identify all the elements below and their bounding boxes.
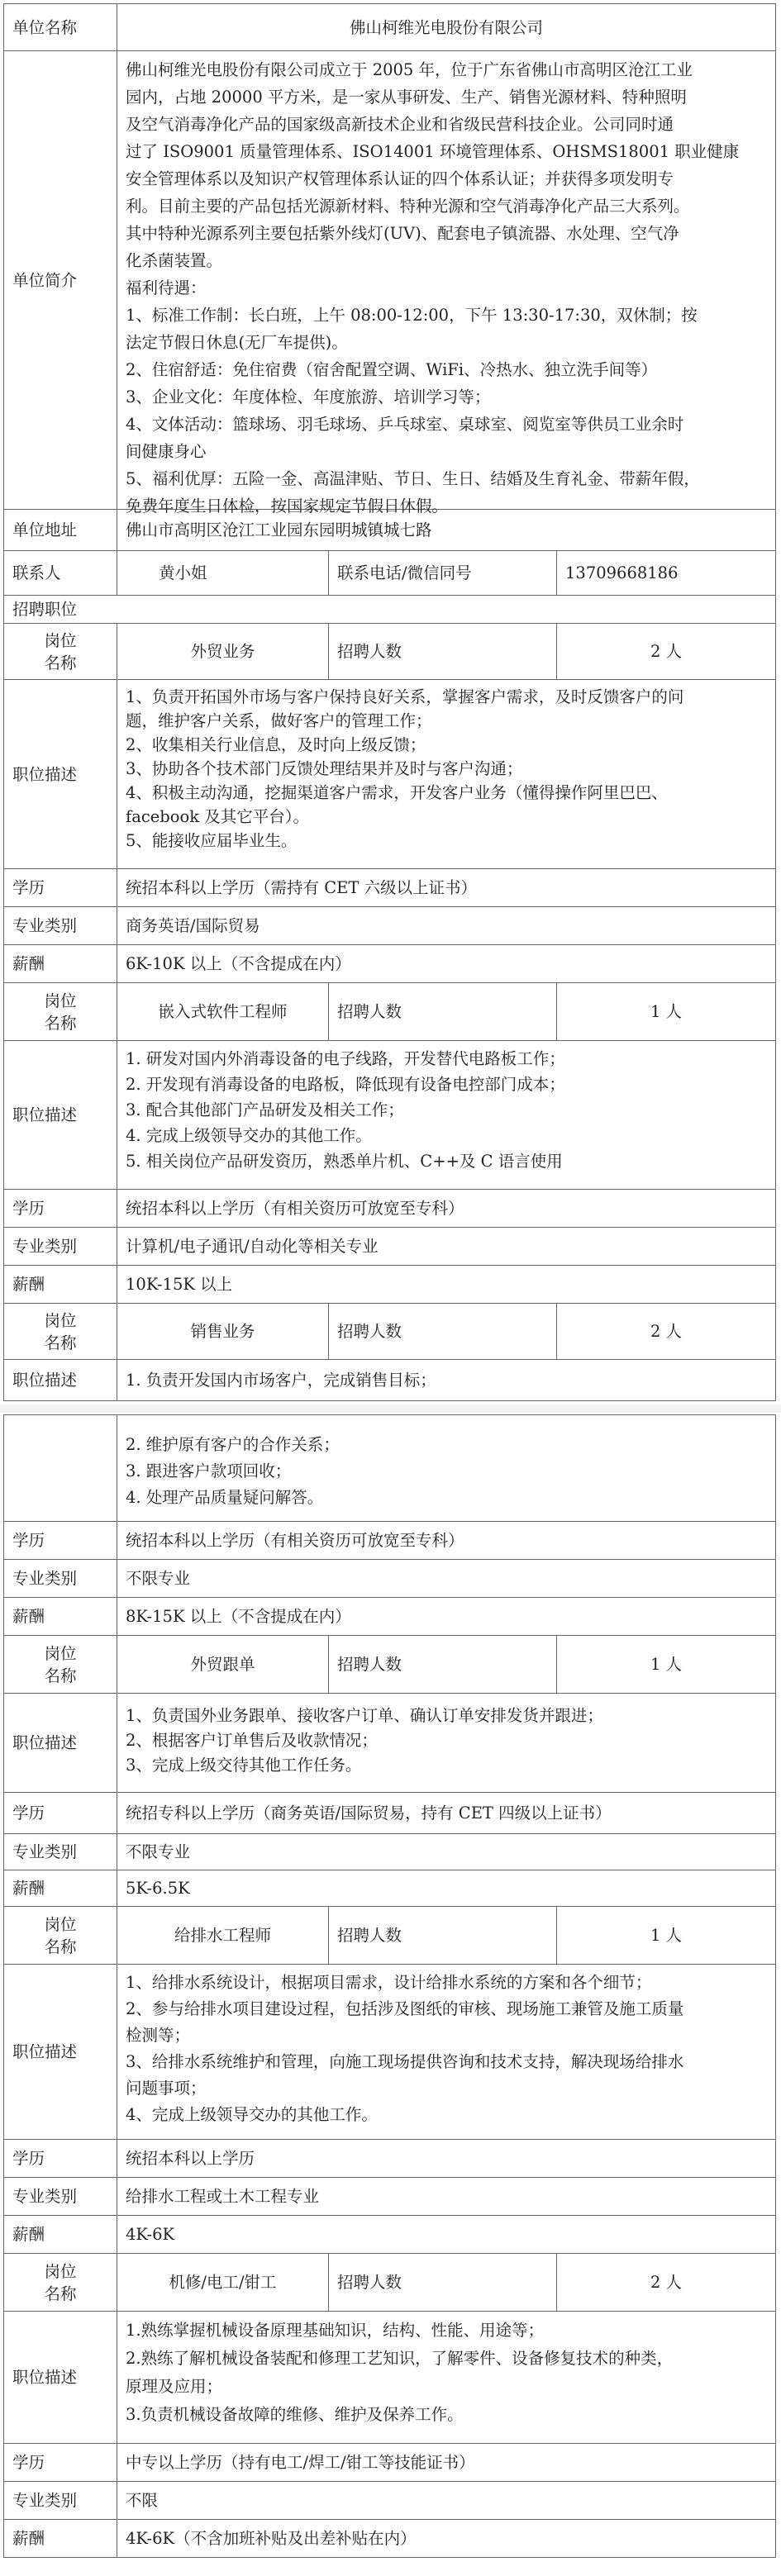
job-title-row	[3, 1304, 776, 1360]
desc-label: 职位描述	[12, 1371, 78, 1390]
job-salary-row	[3, 945, 776, 983]
page-one	[3, 3, 776, 1401]
job-desc	[117, 2312, 775, 2443]
job-count: 2 人	[556, 624, 775, 679]
job-desc: 1. 负责开发国内市场客户，完成销售目标；	[117, 1360, 775, 1400]
intro-text	[117, 51, 775, 516]
job-desc-row	[3, 1694, 776, 1793]
job-salary-row	[3, 1266, 776, 1304]
job-count: 1 人	[556, 983, 775, 1040]
job-salary: 4K-6K	[117, 2216, 775, 2253]
desc-line: 问题事项；	[126, 2079, 207, 2098]
job-edu-row	[3, 869, 776, 907]
desc-line: 4. 完成上级领导交办的其他工作。	[126, 1126, 372, 1145]
count-label: 招聘人数	[328, 1636, 556, 1693]
phone-label: 联系电话/微信同号	[328, 551, 556, 595]
major-label: 专业类别	[12, 1842, 78, 1861]
job-desc	[117, 1694, 775, 1792]
intro-line: 其中特种光源系列主要包括紫外线灯(UV)、配套电子镇流器、水处理、空气净	[126, 224, 679, 243]
job-major: 商务英语/国际贸易	[117, 907, 775, 944]
desc-line: 检测等；	[126, 2026, 191, 2045]
position-label: 岗位 名称	[44, 630, 77, 673]
desc-line: 3、完成上级交待其他工作任务。	[126, 1756, 362, 1775]
job-major-row	[3, 2178, 776, 2216]
desc-label-empty	[4, 1415, 117, 1521]
intro-line: 5、福利优厚：五险一金、高温津贴、节日、生日、结婚及生育礼金、带薪年假，	[126, 469, 700, 488]
job-salary: 6K-10K 以上（不含提成在内）	[117, 945, 775, 982]
job-title-row	[3, 1636, 776, 1694]
job-desc-continued-row	[3, 1414, 776, 1522]
job-title: 嵌入式软件工程师	[117, 983, 328, 1040]
job-edu-row	[3, 1190, 776, 1228]
desc-label: 职位描述	[12, 764, 78, 784]
edu-label: 学历	[12, 878, 45, 897]
desc-label: 职位描述	[12, 2368, 78, 2387]
edu-label: 学历	[12, 2453, 45, 2472]
job-edu: 中专以上学历（持有电工/焊工/钳工等技能证书）	[117, 2444, 775, 2481]
intro-line: 福利待遇：	[126, 278, 207, 297]
job-edu-row	[3, 1522, 776, 1560]
position-label: 岗位 名称	[44, 2261, 77, 2303]
page-two	[3, 1414, 776, 2558]
desc-line: 4、积极主动沟通，挖掘渠道客户需求，开发客户业务（懂得操作阿里巴巴、	[126, 783, 668, 802]
count-label: 招聘人数	[328, 1304, 556, 1359]
position-label: 岗位 名称	[44, 991, 77, 1033]
job-major-row	[3, 907, 776, 945]
desc-line: 4、完成上级领导交办的其他工作。	[126, 2105, 378, 2124]
desc-line: 2. 开发现有消毒设备的电路板，降低现有设备电控部门成本；	[126, 1075, 565, 1094]
job-count: 2 人	[556, 2254, 775, 2311]
major-label: 专业类别	[12, 1237, 78, 1256]
job-major-row	[3, 1834, 776, 1870]
desc-line: 2、收集相关行业信息，及时向上级反馈；	[126, 735, 426, 754]
desc-line: 3、协助各个技术部门反馈处理结果并及时与客户沟通；	[126, 759, 523, 778]
job-edu: 统招本科以上学历	[117, 2140, 775, 2177]
job-major-row	[3, 2482, 776, 2520]
phone-value: 13709668186	[556, 551, 775, 595]
major-label: 专业类别	[12, 1569, 78, 1588]
desc-line: 1. 研发对国内外消毒设备的电子线路，开发替代电路板工作；	[126, 1049, 565, 1068]
address-value: 佛山市高明区沧江工业园东园明城镇城七路	[117, 510, 775, 550]
desc-label: 职位描述	[12, 1733, 78, 1752]
job-title: 外贸业务	[117, 624, 328, 679]
job-title: 给排水工程师	[117, 1907, 328, 1964]
job-edu: 统招专科以上学历（商务英语/国际贸易，持有 CET 四级以上证书）	[117, 1793, 775, 1833]
jobs-header: 招聘职位	[12, 600, 78, 619]
intro-line: 利。目前主要的产品包括光源新材料、特种光源和空气消毒净化产品三大系列。	[126, 197, 690, 216]
job-desc-row	[3, 1041, 776, 1190]
desc-line: 3.负责机械设备故障的维修、维护及保养工作。	[126, 2405, 464, 2424]
position-label: 岗位 名称	[44, 1310, 77, 1352]
edu-label: 学历	[12, 1199, 45, 1218]
major-label: 专业类别	[12, 2491, 78, 2510]
job-edu-row	[3, 1793, 776, 1834]
job-salary: 5K-6.5K	[117, 1870, 775, 1906]
intro-line: 过了 ISO9001 质量管理体系、ISO14001 环境管理体系、OHSMS18001 职业健康	[126, 142, 740, 161]
job-salary: 10K-15K 以上	[117, 1266, 775, 1303]
desc-line: 1、负责开拓国外市场与客户保持良好关系，掌握客户需求，及时反馈客户的问	[126, 687, 684, 706]
company-label: 单位名称	[12, 17, 78, 37]
desc-line: 1.熟练掌握机械设备原理基础知识，结构、性能、用途等；	[126, 2321, 545, 2340]
intro-line: 免费年度生日体检，按国家规定节假日休假。	[126, 497, 449, 516]
salary-label: 薪酬	[12, 1879, 45, 1898]
count-label: 招聘人数	[328, 1907, 556, 1964]
edu-label: 学历	[12, 2149, 45, 2168]
job-edu: 统招本科以上学历（需持有 CET 六级以上证书）	[117, 869, 775, 906]
salary-label: 薪酬	[12, 2225, 45, 2244]
intro-line: 4、文体活动：篮球场、羽毛球场、乒乓球室、桌球室、阅览室等供员工业余时	[126, 415, 684, 434]
job-title-row	[3, 983, 776, 1041]
intro-line: 安全管理体系以及知识产权管理体系认证的四个体系认证；并获得多项发明专	[126, 169, 674, 188]
count-label: 招聘人数	[328, 624, 556, 679]
major-label: 专业类别	[12, 916, 78, 935]
desc-line: 2.熟练了解机械设备装配和修理工艺知识，了解零件、设备修复技术的种类，	[126, 2349, 674, 2368]
desc-line: 5. 相关岗位产品研发资历，熟悉单片机、C++及 C 语言使用	[126, 1152, 563, 1171]
contact-label: 联系人	[12, 563, 61, 582]
job-count: 2 人	[556, 1304, 775, 1359]
count-label: 招聘人数	[328, 2254, 556, 2311]
intro-line: 2、住宿舒适：免住宿费（宿舍配置空调、WiFi、冷热水、独立洗手间等）	[126, 360, 658, 379]
job-major: 计算机/电子通讯/自动化等相关专业	[117, 1228, 775, 1265]
job-salary-row	[3, 1870, 776, 1907]
desc-line: 3. 跟进客户款项回收；	[126, 1461, 292, 1480]
edu-label: 学历	[12, 1531, 45, 1550]
job-desc-row	[3, 2312, 776, 2444]
job-title-row	[3, 2254, 776, 2312]
contact-name: 黄小姐	[117, 551, 328, 595]
job-desc-row	[3, 1360, 776, 1401]
job-title: 外贸跟单	[117, 1636, 328, 1693]
job-major: 给排水工程或土木工程专业	[117, 2178, 775, 2215]
major-label: 专业类别	[12, 2187, 78, 2206]
intro-line: 1、标准工作制：长白班，上午 08:00-12:00，下午 13:30-17:30，双休制；按	[126, 306, 698, 325]
salary-label: 薪酬	[12, 2529, 45, 2548]
intro-line: 及空气消毒净化产品的国家级高新技术企业和省级民营科技企业。公司同时通	[126, 115, 674, 134]
desc-line: 3. 配合其他部门产品研发及相关工作；	[126, 1100, 404, 1119]
salary-label: 薪酬	[12, 1275, 45, 1294]
job-count: 1 人	[556, 1907, 775, 1964]
company-row	[3, 3, 776, 51]
desc-label: 职位描述	[12, 1105, 78, 1124]
intro-row	[3, 51, 776, 516]
desc-line: 4. 处理产品质量疑问解答。	[126, 1488, 324, 1507]
job-title: 机修/电工/钳工	[117, 2254, 328, 2311]
intro-line: 3、企业文化：年度体检、年度旅游、培训学习等；	[126, 387, 491, 406]
intro-line: 佛山柯维光电股份有限公司成立于 2005 年，位于广东省佛山市高明区沧江工业	[126, 60, 693, 79]
intro-line: 法定节假日休息(无厂车提供)。	[126, 333, 348, 352]
edu-label: 学历	[12, 1804, 45, 1823]
job-major-row	[3, 1228, 776, 1266]
intro-line: 化杀菌装置。	[126, 251, 223, 270]
job-salary-row	[3, 2520, 776, 2558]
desc-line: 2、参与给排水项目建设过程，包括涉及图纸的审核、现场施工兼管及施工质量	[126, 1999, 684, 2018]
company-name: 佛山柯维光电股份有限公司	[117, 4, 775, 50]
job-edu-row	[3, 2444, 776, 2482]
job-major-row	[3, 1560, 776, 1598]
job-desc	[117, 1965, 775, 2139]
position-label: 岗位 名称	[44, 1914, 77, 1956]
desc-line: 原理及应用；	[126, 2377, 223, 2396]
desc-line: 3、给排水系统维护和管理，向施工现场提供咨询和技术支持，解决现场给排水	[126, 2052, 684, 2071]
job-desc-row	[3, 1965, 776, 2140]
intro-line: 园内，占地 20000 平方米，是一家从事研发、生产、销售光源材料、特种照明	[126, 88, 687, 107]
job-desc	[117, 680, 775, 868]
contact-row	[3, 551, 776, 596]
job-desc-row	[3, 680, 776, 869]
intro-label: 单位简介	[12, 270, 78, 290]
job-desc	[117, 1041, 775, 1189]
position-label: 岗位 名称	[44, 1643, 77, 1685]
address-label: 单位地址	[12, 520, 78, 539]
job-title-row	[3, 624, 776, 680]
page-gap	[0, 1404, 781, 1413]
desc-line: facebook 及其它平台）。	[126, 807, 310, 826]
job-major: 不限专业	[117, 1560, 775, 1597]
desc-line: 题，维护客户关系，做好客户的管理工作；	[126, 711, 432, 730]
job-major: 不限专业	[117, 1834, 775, 1870]
desc-line: 1、给排水系统设计，根据项目需求，设计给排水系统的方案和各个细节；	[126, 1973, 652, 1992]
desc-label: 职位描述	[12, 2042, 78, 2061]
job-title: 销售业务	[117, 1304, 328, 1359]
jobs-header-row	[3, 596, 776, 624]
job-edu-row	[3, 2140, 776, 2178]
salary-label: 薪酬	[12, 954, 45, 973]
job-salary-row	[3, 2216, 776, 2254]
desc-line: 2. 维护原有客户的合作关系；	[126, 1435, 340, 1454]
job-title-row	[3, 1907, 776, 1965]
job-edu: 统招本科以上学历（有相关资历可放宽至专科）	[117, 1190, 775, 1227]
salary-label: 薪酬	[12, 1607, 45, 1626]
job-desc	[117, 1415, 775, 1521]
job-salary: 8K-15K 以上（不含提成在内）	[117, 1598, 775, 1635]
desc-line: 1、负责国外业务跟单、接收客户订单、确认订单安排发货并跟进；	[126, 1706, 603, 1725]
job-major: 不限	[117, 2482, 775, 2519]
intro-line: 间健康身心	[126, 442, 207, 461]
count-label: 招聘人数	[328, 983, 556, 1040]
desc-line: 2、根据客户订单售后及收款情况；	[126, 1731, 378, 1750]
job-edu: 统招本科以上学历（有相关资历可放宽至专科）	[117, 1522, 775, 1559]
job-salary-row	[3, 1598, 776, 1636]
desc-line: 5、能接收应届毕业生。	[126, 831, 298, 850]
job-count: 1 人	[556, 1636, 775, 1693]
address-row	[3, 510, 776, 551]
job-salary: 4K-6K（不含加班补贴及出差补贴在内）	[117, 2520, 775, 2557]
